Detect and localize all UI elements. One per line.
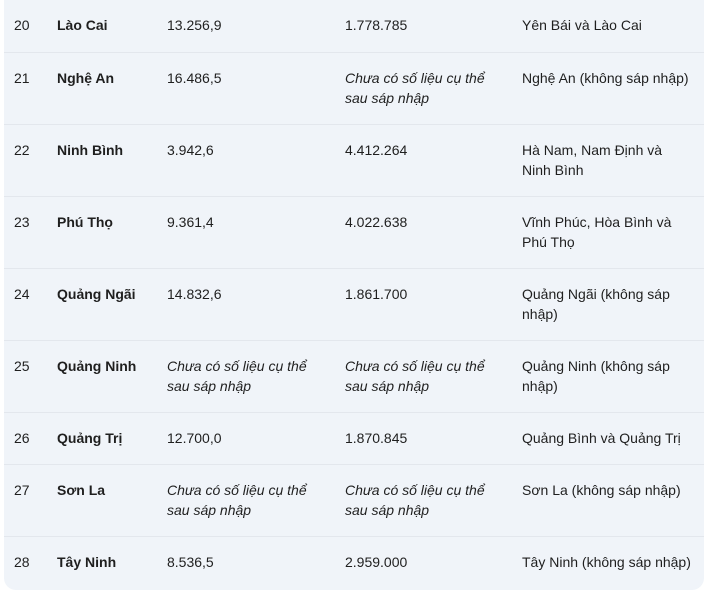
- province-name: Ninh Bình: [57, 124, 167, 196]
- row-index: 24: [4, 268, 57, 340]
- row-index: 28: [4, 536, 57, 606]
- province-name: Quảng Ngãi: [57, 268, 167, 340]
- row-index: 21: [4, 52, 57, 124]
- province-population: Chưa có số liệu cụ thể sau sáp nhập: [345, 464, 522, 536]
- table-row: [4, 196, 704, 268]
- table-row: [4, 52, 704, 124]
- row-index: 20: [14, 17, 30, 33]
- province-population: Chưa có số liệu cụ thể sau sáp nhập: [345, 52, 522, 124]
- province-population: 1.778.785: [345, 17, 408, 33]
- province-table-container: [4, 0, 704, 590]
- table-row: [4, 340, 704, 412]
- province-name: Quảng Ninh: [57, 340, 167, 412]
- merged-from: Hà Nam, Nam Định và Ninh Bình: [522, 124, 704, 196]
- row-index: 22: [4, 124, 57, 196]
- province-area: 16.486,5: [167, 52, 345, 124]
- row-index: 26: [4, 412, 57, 464]
- province-population: 1.861.700: [345, 268, 522, 340]
- province-area: Chưa có số liệu cụ thể sau sáp nhập: [167, 464, 345, 536]
- merged-from: Quảng Bình và Quảng Trị: [522, 412, 704, 464]
- merged-from: Vĩnh Phúc, Hòa Bình và Phú Thọ: [522, 196, 704, 268]
- province-name: Quảng Trị: [57, 412, 167, 464]
- merged-from: Tây Ninh (không sáp nhập): [522, 536, 704, 606]
- merged-from: Quảng Ngãi (không sáp nhập): [522, 268, 704, 340]
- row-index: 23: [4, 196, 57, 268]
- province-area: 12.700,0: [167, 412, 345, 464]
- province-population: Chưa có số liệu cụ thể sau sáp nhập: [345, 340, 522, 412]
- province-area: Chưa có số liệu cụ thể sau sáp nhập: [167, 340, 345, 412]
- merged-from: Yên Bái và Lào Cai: [522, 17, 642, 33]
- province-name: Sơn La: [57, 464, 167, 536]
- province-area: 9.361,4: [167, 196, 345, 268]
- province-area: 14.832,6: [167, 268, 345, 340]
- province-table: [4, 0, 704, 606]
- province-name: Nghệ An: [57, 52, 167, 124]
- province-name: Tây Ninh: [57, 536, 167, 606]
- province-name: Lào Cai: [57, 17, 108, 33]
- province-name: Phú Thọ: [57, 196, 167, 268]
- row-index: 25: [4, 340, 57, 412]
- merged-from: Nghệ An (không sáp nhập): [522, 52, 704, 124]
- province-area: 8.536,5: [167, 536, 345, 606]
- table-row: [4, 124, 704, 196]
- table-row: [4, 268, 704, 340]
- province-population: 1.870.845: [345, 412, 522, 464]
- table-row: [4, 412, 704, 464]
- province-population: 4.412.264: [345, 124, 522, 196]
- province-population: 2.959.000: [345, 536, 522, 606]
- province-area: 3.942,6: [167, 124, 345, 196]
- province-area: 13.256,9: [167, 17, 222, 33]
- table-row: [4, 0, 704, 52]
- province-population: 4.022.638: [345, 196, 522, 268]
- merged-from: Quảng Ninh (không sáp nhập): [522, 340, 704, 412]
- row-index: 27: [4, 464, 57, 536]
- table-row: [4, 536, 704, 606]
- merged-from: Sơn La (không sáp nhập): [522, 464, 704, 536]
- table-row: [4, 464, 704, 536]
